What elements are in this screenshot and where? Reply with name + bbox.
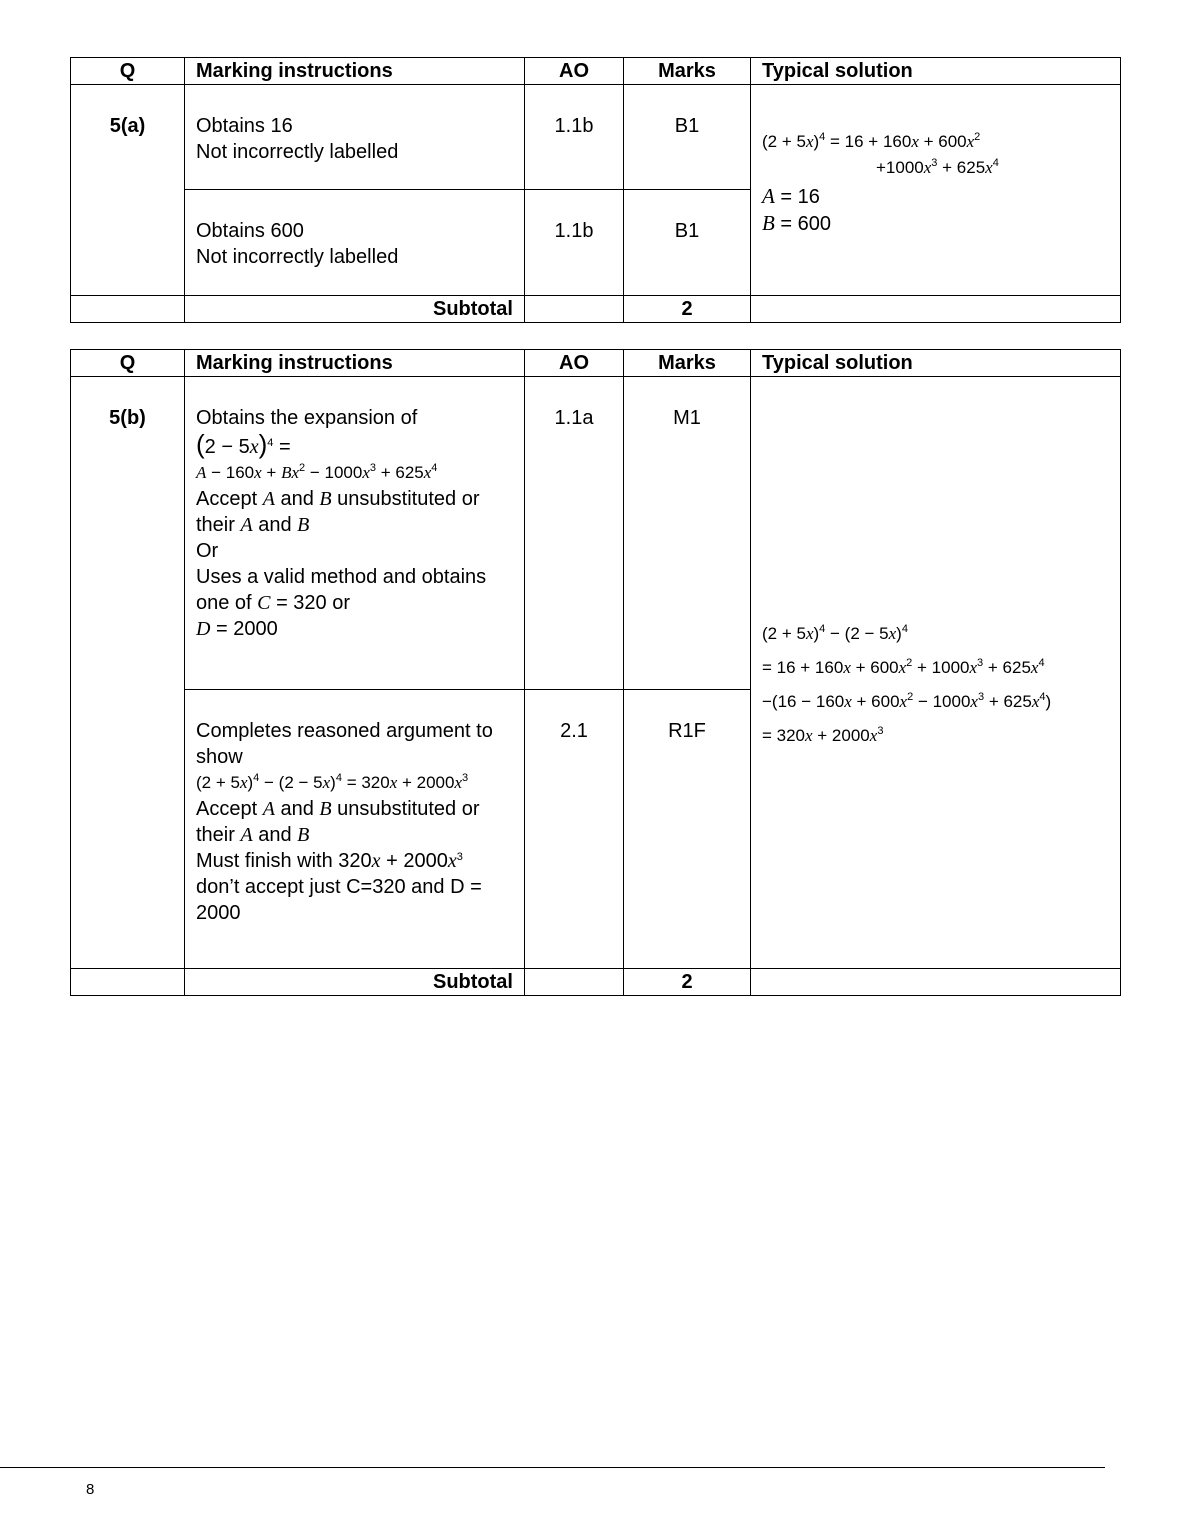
solution-line-2: = $16 + 160x + 600x^2 + 1000x^3 + 625x^4$	[762, 657, 1045, 677]
instruction-line: Obtains the expansion of	[196, 407, 418, 429]
header-ao: AO	[525, 58, 624, 85]
mark-scheme-table-5a	[70, 57, 1121, 323]
header-q: Q	[71, 350, 185, 377]
header-typical-solution: Typical solution	[751, 58, 1121, 85]
expansion-terms: $A - 160x + Bx^2 - 1000x^3 + 625x^4$	[196, 462, 438, 482]
instruction-line: Accept A and B unsubstituted or their A and B	[196, 798, 480, 846]
mark-code: R1F	[624, 690, 751, 969]
subtotal-value: 2	[624, 296, 751, 323]
subtotal-value: 2	[624, 969, 751, 996]
solution-line-3: $-(16 - 160x + 600x^2 - 1000x^3 + 625x^4)$	[762, 691, 1052, 711]
header-marks: Marks	[624, 58, 751, 85]
header-typical-solution: Typical solution	[751, 350, 1121, 377]
instruction-line: Or	[196, 540, 219, 562]
ao-value: 1.1b	[525, 85, 624, 190]
mark-code: B1	[624, 190, 751, 296]
marking-instruction	[185, 690, 525, 969]
instruction-line: Not incorrectly labelled	[196, 246, 399, 268]
typical-solution	[751, 85, 1121, 296]
marking-instruction	[185, 190, 525, 296]
header-marking-instructions: Marking instructions	[185, 58, 525, 85]
solution-b-value: B = 600	[762, 211, 831, 235]
mark-code: B1	[624, 85, 751, 190]
header-ao: AO	[525, 350, 624, 377]
subtotal-empty	[71, 969, 185, 996]
subtotal-empty	[751, 296, 1121, 323]
instruction-line: don’t accept just C=320 and D = 2000	[196, 876, 482, 924]
instruction-line: Must finish with $320x + 2000x^3$	[196, 850, 463, 872]
footer-divider	[0, 1467, 1105, 1468]
instruction-line: Obtains 600	[196, 220, 304, 242]
header-marking-instructions: Marking instructions	[185, 350, 525, 377]
solution-expansion-line-1: $(2 + 5x)^4 = 16 + 160x + 600x^2$	[762, 131, 981, 151]
subtotal-label: Subtotal	[185, 969, 525, 996]
instruction-line: Uses a valid method and obtains one of C = 320 or	[196, 566, 487, 614]
subtotal-empty	[751, 969, 1121, 996]
header-marks: Marks	[624, 350, 751, 377]
expansion-minus: $(2 - 5x)^4$ =	[196, 429, 291, 459]
mark-scheme-table-5b	[70, 349, 1121, 996]
solution-line-4: = $320x + 2000x^3$	[762, 725, 884, 745]
question-number: 5(b)	[71, 377, 185, 969]
subtotal-label: Subtotal	[185, 296, 525, 323]
question-number: 5(a)	[71, 85, 185, 296]
marking-instruction	[185, 377, 525, 690]
page-number: 8	[86, 1481, 95, 1498]
subtotal-empty	[525, 296, 624, 323]
solution-expansion-line-2: $+1000x^3 + 625x^4$	[876, 157, 999, 177]
ao-value: 1.1b	[525, 190, 624, 296]
subtotal-empty	[71, 296, 185, 323]
mark-code: M1	[624, 377, 751, 690]
instruction-line: Not incorrectly labelled	[196, 141, 399, 163]
solution-a-value: A = 16	[762, 184, 820, 208]
typical-solution	[751, 377, 1121, 969]
identity-to-show: $(2 + 5x)^4 - (2 - 5x)^4 = 320x + 2000x^3$	[196, 772, 469, 792]
ao-value: 2.1	[525, 690, 624, 969]
instruction-line: Accept A and B unsubstituted or their A and B	[196, 488, 480, 536]
solution-line-1: $(2 + 5x)^4 - (2 - 5x)^4$	[762, 623, 908, 643]
instruction-line: D = 2000	[196, 618, 278, 640]
ao-value: 1.1a	[525, 377, 624, 690]
header-q: Q	[71, 58, 185, 85]
marking-instruction	[185, 85, 525, 190]
subtotal-empty	[525, 969, 624, 996]
instruction-line: Obtains 16	[196, 115, 293, 137]
instruction-line: Completes reasoned argument to show	[196, 720, 493, 768]
